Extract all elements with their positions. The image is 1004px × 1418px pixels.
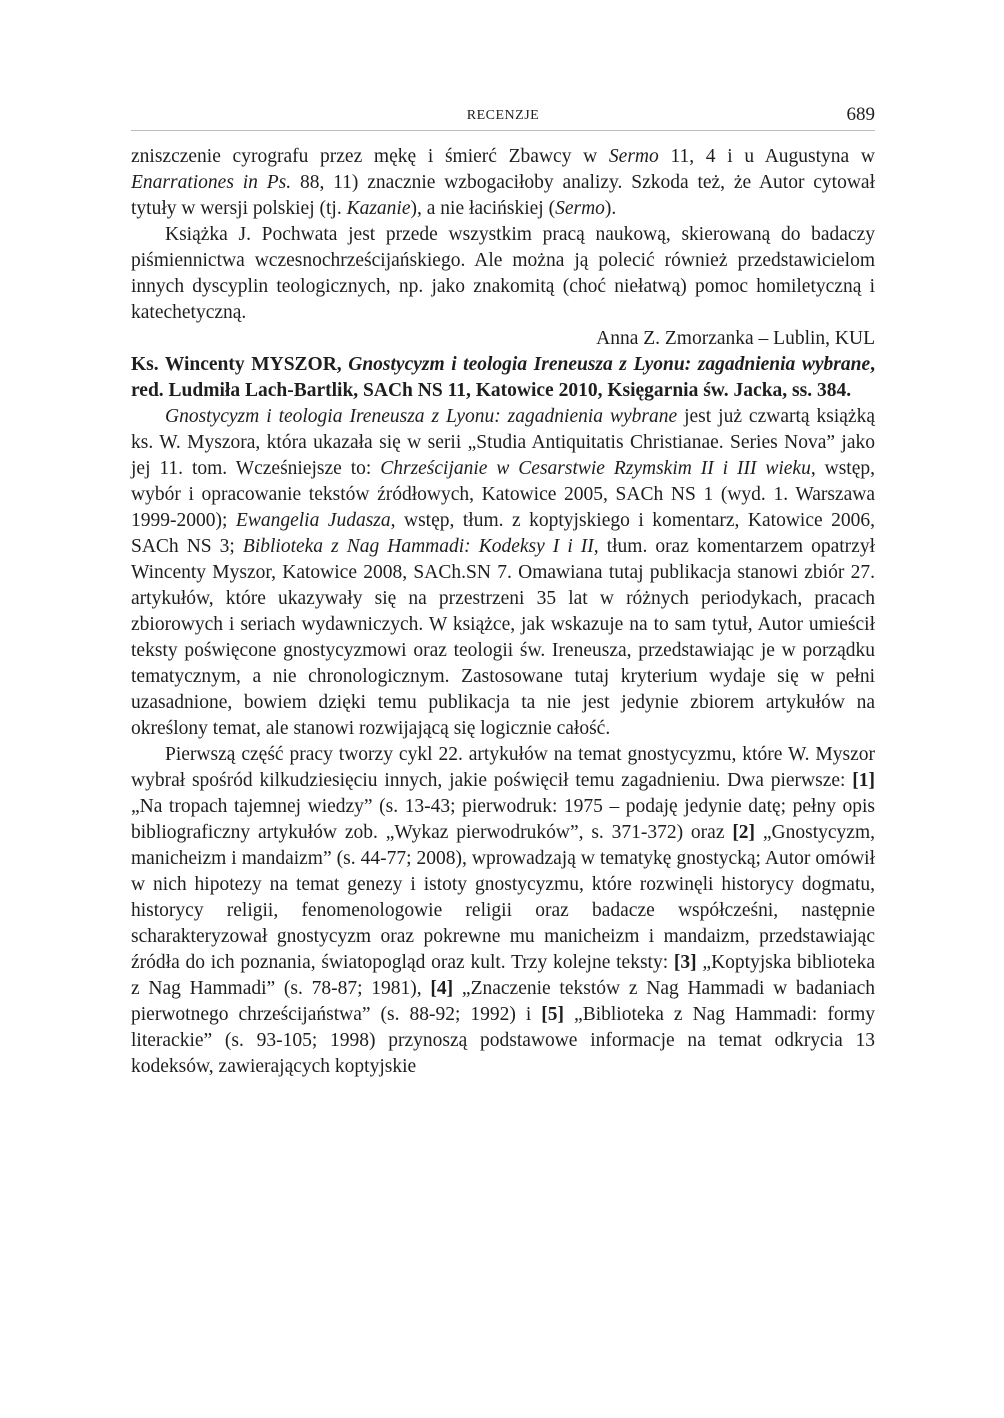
text: , wstęp, wybór i opracowanie tekstów źródłowych, Katowice 2005, SACh NS 1 (wyd. 1. Warszawa 1999-2000); xyxy=(131,458,875,531)
ref-number: [3] xyxy=(673,952,697,973)
italic-title: Ewangelia Judasza xyxy=(235,510,391,531)
italic-title: Biblioteka z Nag Hammadi: Kodeksy I i II, xyxy=(242,536,599,557)
text: zniszczenie cyrografu przez mękę i śmierć Zbawcy w xyxy=(131,146,609,167)
paragraph: Książka J. Pochwata jest przede wszystkim pracą naukową, skierowaną do badaczy piśmiennictwa wczesnochrześcijańskiego. Ale można ją polecić również przedstawicielom innych dyscyplin teologicznych, np. jako znakomitą (choć niełatwą) pomoc homiletyczną i katechetyczną. xyxy=(131,224,875,323)
text: jest już czwartą książką ks. W. Myszora, która ukazała się w serii „Studia Antiquitatis Christianae. Series Nova” jako jej 11. tom. Wcześniejsze to: xyxy=(131,406,875,479)
italic-title: Gnostycyzm i teologia Ireneusza z Lyonu: zagadnienia wybrane xyxy=(165,406,678,427)
ref-number: [5] xyxy=(541,1004,565,1025)
text: „Na tropach tajemnej wiedzy” (s. 13-43; pierwodruk: 1975 – podaję jedynie datę; pełny opis bibliograficzny artykułów zob. „Wykaz pierwodruków”, s. 371-372) oraz xyxy=(131,796,875,843)
text: tłum. oraz komentarzem opatrzył Wincenty Myszor, Katowice 2008, SACh.SN 7. Omawiana tutaj publikacja stanowi zbiór 27. artykułów, które ukazywały się na przestrzeni 35 lat w różnych periodykach, pracach zbiorowych i seriach wydawniczych. W książce, jak wskazuje na to sam tytuł, Autor umieścił teksty poświęcone gnostycyzmowi oraz teologii św. Ireneusza, przedstawiając je w porządku tematycznym, a nie chronologicznym. Zastosowane tutaj kryterium wydaje się w pełni uzasadnione, bowiem dzięki temu publikacja ta nie jest jedynie zbiorem artykułów na określony temat, ale stanowi rozwijającą się logicznie całość. xyxy=(131,536,875,739)
italic-title: Sermo xyxy=(608,146,659,167)
page-header xyxy=(131,104,875,131)
page-number: 689 xyxy=(846,104,875,125)
text: ), a nie łacińskiej ( xyxy=(410,198,556,219)
ref-number: [1] xyxy=(852,770,875,791)
text: „Biblioteka z Nag Hammadi: formy literackie” (s. 93-105; 1998) przynoszą podstawowe informacje na temat odkrycia 13 kodeksów, zawierających koptyjskie xyxy=(131,1004,876,1077)
running-head: RECENZJE xyxy=(466,108,540,123)
text: „Gnostycyzm, manicheizm i mandaizm” (s. 44-77; 2008), wprowadzają w tematykę gnostycką; Autor omówił w nich hipotezy na temat genezy i istoty gnostycyzmu, które rozwinęli historycy dogmatu, historycy religii, fenomenologowie religii oraz badacze współcześni, następnie scharakteryzował gnostycyzm oraz pokrewne mu manicheizm i mandaizm, przedstawiając źródła do ich poznania, światopogląd oraz kult. Trzy kolejne teksty: xyxy=(131,822,875,973)
text: „Koptyjska biblioteka z Nag Hammadi” (s. 78-87; 1981), xyxy=(131,952,875,999)
text: 11, 4 i u Augustyna w xyxy=(658,146,875,167)
text: 88, 11) znacznie wzbogaciłoby analizy. Szkoda też, że Autor cytował tytuły w wersji polskiej (tj. xyxy=(131,172,875,219)
italic-title: Sermo xyxy=(555,198,605,219)
reviewer-signature: Anna Z. Zmorzanka – Lublin, KUL xyxy=(596,328,875,349)
text: „Znaczenie tekstów z Nag Hammadi w badaniach pierwotnego chrześcijaństwa” (s. 88-92; 1992) i xyxy=(131,978,875,1025)
author: Ks. Wincenty MYSZOR, xyxy=(131,354,349,375)
ref-number: [2] xyxy=(732,822,756,843)
paragraph xyxy=(131,742,875,1080)
bibliographic-details: , red. Ludmiła Lach-Bartlik, SACh NS 11, Katowice 2010, Księgarnia św. Jacka, ss. 384. xyxy=(131,354,875,401)
italic-title: Kazanie xyxy=(346,198,411,219)
italic-title: Enarrationes in Ps. xyxy=(131,172,292,193)
text-body xyxy=(131,144,875,1080)
ref-number: [4] xyxy=(430,978,454,999)
text: ). xyxy=(604,198,617,219)
paragraph-continued xyxy=(131,144,875,222)
book-title: Gnostycyzm i teologia Ireneusza z Lyonu: zagadnienia wybrane xyxy=(348,354,871,375)
text: Pierwszą część pracy tworzy cykl 22. artykułów na temat gnostycyzmu, które W. Myszor wybrał spośród kilkudziesięciu innych, jakie poświęcił temu zagadnieniu. Dwa pierwsze: xyxy=(131,744,875,791)
text: , wstęp, tłum. z koptyjskiego i komentarz, Katowice 2006, SACh NS 3; xyxy=(131,510,876,557)
review-heading xyxy=(131,352,875,404)
italic-title: Chrześcijanie w Cesarstwie Rzymskim II i III wieku xyxy=(380,458,811,479)
paragraph xyxy=(131,404,875,742)
